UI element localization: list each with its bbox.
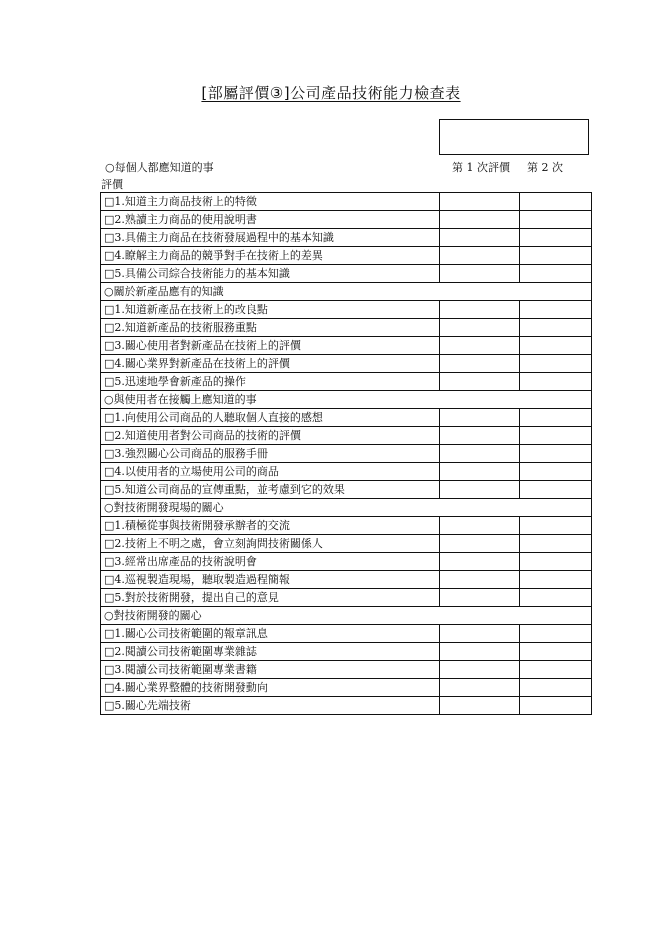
checklist-item[interactable]: □4.巡視製造現場，聽取製造過程簡報	[101, 571, 440, 589]
second-evaluation-cell[interactable]	[520, 463, 592, 481]
checklist-item[interactable]: □4.以使用者的立場使用公司的商品	[101, 463, 440, 481]
second-evaluation-cell[interactable]	[520, 427, 592, 445]
checklist-row	[101, 553, 592, 571]
checklist-row	[101, 319, 592, 337]
checklist-item[interactable]: □5.關心先端技術	[101, 697, 440, 715]
first-evaluation-cell[interactable]	[440, 265, 520, 283]
first-evaluation-cell[interactable]	[440, 481, 520, 499]
checklist-row	[101, 571, 592, 589]
second-evaluation-cell[interactable]	[520, 265, 592, 283]
first-evaluation-cell[interactable]	[440, 643, 520, 661]
intro-heading: ○每個人都應知道的事	[105, 161, 214, 174]
second-evaluation-cell[interactable]	[520, 679, 592, 697]
column-header-second-evaluation: 第 2 次	[527, 161, 563, 174]
checklist-row	[101, 337, 592, 355]
checklist-item[interactable]: □3.經常出席產品的技術說明會	[101, 553, 440, 571]
first-evaluation-cell[interactable]	[440, 373, 520, 391]
first-evaluation-cell[interactable]	[440, 589, 520, 607]
checklist-item[interactable]: □3.具備主力商品在技術發展過程中的基本知識	[101, 229, 440, 247]
first-evaluation-cell[interactable]	[440, 553, 520, 571]
checklist-row	[101, 625, 592, 643]
second-evaluation-cell[interactable]	[520, 535, 592, 553]
checklist-item[interactable]: □3.強烈關心公司商品的服務手冊	[101, 445, 440, 463]
section-heading: ○對技術開發現場的關心	[101, 499, 592, 517]
checklist-item[interactable]: □1.知道主力商品技術上的特徵	[101, 193, 440, 211]
checklist-item[interactable]: □1.知道新產品在技術上的改良點	[101, 301, 440, 319]
intro-header	[101, 159, 591, 193]
second-evaluation-cell[interactable]	[520, 697, 592, 715]
checklist-item[interactable]: □2.技術上不明之處，會立刻詢問技術關係人	[101, 535, 440, 553]
first-evaluation-cell[interactable]	[440, 319, 520, 337]
checklist-item[interactable]: □2.熟讀主力商品的使用說明書	[101, 211, 440, 229]
second-evaluation-cell[interactable]	[520, 193, 592, 211]
second-evaluation-cell[interactable]	[520, 445, 592, 463]
column-header-first-evaluation: 第 1 次評價	[452, 161, 510, 174]
second-evaluation-cell[interactable]	[520, 319, 592, 337]
checklist-sheet	[100, 192, 591, 715]
section-heading: ○關於新產品應有的知識	[101, 283, 592, 301]
first-evaluation-cell[interactable]	[440, 535, 520, 553]
section-heading: ○對技術開發的關心	[101, 607, 592, 625]
checklist-row	[101, 697, 592, 715]
checklist-row	[101, 535, 592, 553]
checklist-table	[100, 192, 592, 715]
first-evaluation-cell[interactable]	[440, 193, 520, 211]
checklist-row	[101, 409, 592, 427]
first-evaluation-cell[interactable]	[440, 409, 520, 427]
second-evaluation-cell[interactable]	[520, 589, 592, 607]
first-evaluation-cell[interactable]	[440, 445, 520, 463]
second-evaluation-cell[interactable]	[520, 409, 592, 427]
checklist-row	[101, 373, 592, 391]
checklist-item[interactable]: □2.知道使用者對公司商品的技術的評價	[101, 427, 440, 445]
second-evaluation-cell[interactable]	[520, 661, 592, 679]
first-evaluation-cell[interactable]	[440, 229, 520, 247]
second-evaluation-cell[interactable]	[520, 643, 592, 661]
checklist-row	[101, 427, 592, 445]
second-evaluation-cell[interactable]	[520, 553, 592, 571]
first-evaluation-cell[interactable]	[440, 355, 520, 373]
checklist-row	[101, 643, 592, 661]
checklist-item[interactable]: □4.瞭解主力商品的競爭對手在技術上的差異	[101, 247, 440, 265]
checklist-item[interactable]: □4.關心業界整體的技術開發動向	[101, 679, 440, 697]
checklist-row	[101, 481, 592, 499]
checklist-row	[101, 193, 592, 211]
second-evaluation-cell[interactable]	[520, 571, 592, 589]
checklist-row	[101, 247, 592, 265]
second-evaluation-cell[interactable]	[520, 517, 592, 535]
checklist-item[interactable]: □5.迅速地學會新產品的操作	[101, 373, 440, 391]
first-evaluation-cell[interactable]	[440, 427, 520, 445]
second-evaluation-cell[interactable]	[520, 301, 592, 319]
checklist-item[interactable]: □2.知道新產品的技術服務重點	[101, 319, 440, 337]
checklist-row	[101, 445, 592, 463]
checklist-row	[101, 355, 592, 373]
checklist-row	[101, 517, 592, 535]
checklist-item[interactable]: □5.對於技術開發，提出自己的意見	[101, 589, 440, 607]
checklist-item[interactable]: □5.具備公司綜合技術能力的基本知識	[101, 265, 440, 283]
first-evaluation-cell[interactable]	[440, 337, 520, 355]
checklist-row	[101, 211, 592, 229]
intro-line	[101, 159, 591, 176]
first-evaluation-cell[interactable]	[440, 661, 520, 679]
checklist-row	[101, 229, 592, 247]
checklist-item[interactable]: □3.關心使用者對新產品在技術上的評價	[101, 337, 440, 355]
checklist-row	[101, 265, 592, 283]
checklist-item[interactable]: □4.關心業界對新產品在技術上的評價	[101, 355, 440, 373]
second-evaluation-cell[interactable]	[520, 211, 592, 229]
checklist-row	[101, 679, 592, 697]
first-evaluation-cell[interactable]	[440, 247, 520, 265]
signature-box	[439, 119, 589, 155]
checklist-item[interactable]: □1.關心公司技術範圍的報章訊息	[101, 625, 440, 643]
document-title: [部屬評價③]公司產品技術能力檢查表	[201, 84, 461, 102]
section-heading-row	[101, 391, 592, 409]
checklist-item[interactable]: □1.積極從事與技術開發承辦者的交流	[101, 517, 440, 535]
checklist-row	[101, 661, 592, 679]
first-evaluation-cell[interactable]	[440, 697, 520, 715]
second-evaluation-cell[interactable]	[520, 481, 592, 499]
section-heading-row	[101, 283, 592, 301]
second-evaluation-cell[interactable]	[520, 625, 592, 643]
section-heading-row	[101, 499, 592, 517]
first-evaluation-cell[interactable]	[440, 211, 520, 229]
second-evaluation-cell[interactable]	[520, 355, 592, 373]
checklist-item[interactable]: □5.知道公司商品的宣傳重點，並考慮到它的效果	[101, 481, 440, 499]
first-evaluation-cell[interactable]	[440, 679, 520, 697]
second-evaluation-cell[interactable]	[520, 337, 592, 355]
checklist-row	[101, 589, 592, 607]
first-evaluation-cell[interactable]	[440, 517, 520, 535]
checklist-item[interactable]: □1.向使用公司商品的人聽取個人直接的感想	[101, 409, 440, 427]
section-heading: ○與使用者在接觸上應知道的事	[101, 391, 592, 409]
first-evaluation-cell[interactable]	[440, 463, 520, 481]
first-evaluation-cell[interactable]	[440, 571, 520, 589]
checklist-row	[101, 463, 592, 481]
checklist-row	[101, 301, 592, 319]
second-evaluation-cell[interactable]	[520, 373, 592, 391]
second-evaluation-cell[interactable]	[520, 247, 592, 265]
first-evaluation-cell[interactable]	[440, 301, 520, 319]
checklist-item[interactable]: □3.閱讀公司技術範圍專業書籍	[101, 661, 440, 679]
first-evaluation-cell[interactable]	[440, 625, 520, 643]
column-header-second-wrap: 評價	[101, 178, 123, 191]
checklist-item[interactable]: □2.閱讀公司技術範圍專業雜誌	[101, 643, 440, 661]
second-evaluation-cell[interactable]	[520, 229, 592, 247]
section-heading-row	[101, 607, 592, 625]
document-title-wrapper	[0, 82, 662, 103]
